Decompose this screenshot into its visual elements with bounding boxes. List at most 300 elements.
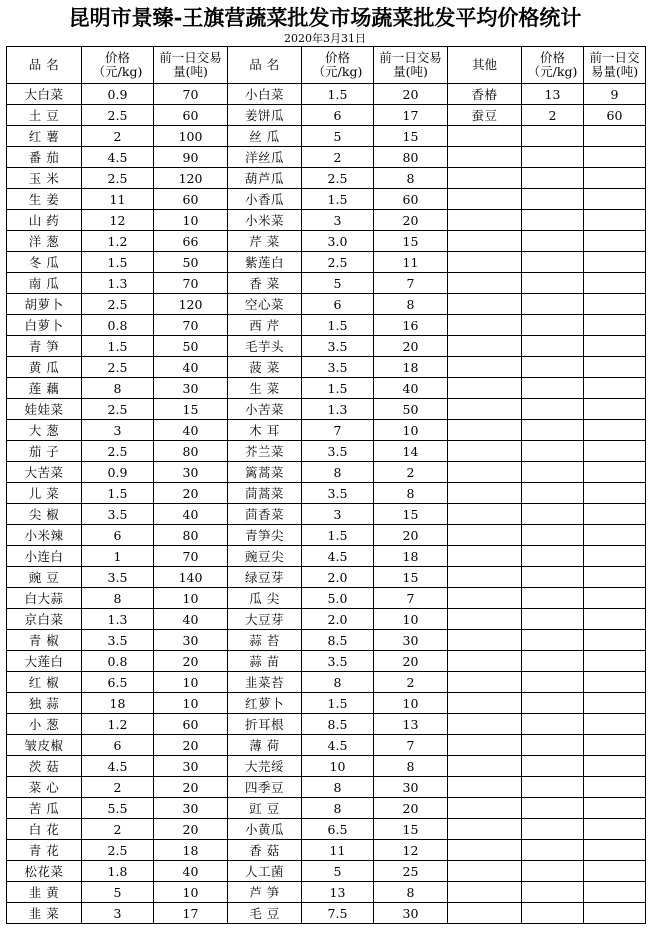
item-volume: 20 xyxy=(374,651,448,672)
item-price: 11 xyxy=(302,840,374,861)
item-name: 毛 豆 xyxy=(228,903,302,924)
item-volume: 120 xyxy=(154,294,228,315)
item-name: 白 花 xyxy=(7,819,82,840)
item-volume: 10 xyxy=(154,588,228,609)
item-volume: 30 xyxy=(154,378,228,399)
item-name xyxy=(448,546,522,567)
item-price: 1.5 xyxy=(302,378,374,399)
page-title: 昆明市景臻-王旗营蔬菜批发市场蔬菜批发平均价格统计 xyxy=(68,5,582,30)
item-volume: 30 xyxy=(374,630,448,651)
item-volume: 60 xyxy=(154,714,228,735)
item-volume: 8 xyxy=(374,882,448,903)
item-volume xyxy=(584,651,646,672)
item-volume: 40 xyxy=(154,861,228,882)
item-name xyxy=(448,651,522,672)
item-price: 1.5 xyxy=(302,693,374,714)
item-price: 6.5 xyxy=(82,672,154,693)
item-name xyxy=(448,126,522,147)
item-name: 茨 菇 xyxy=(7,756,82,777)
item-volume xyxy=(584,903,646,924)
item-name: 小白菜 xyxy=(228,84,302,105)
table-row xyxy=(7,651,646,672)
item-price: 2.5 xyxy=(82,294,154,315)
item-price: 5.0 xyxy=(302,588,374,609)
item-name: 芥兰菜 xyxy=(228,441,302,462)
item-price xyxy=(522,378,584,399)
table-row xyxy=(7,378,646,399)
table-row xyxy=(7,399,646,420)
item-volume: 40 xyxy=(374,378,448,399)
item-volume: 10 xyxy=(154,210,228,231)
item-name: 紫莲白 xyxy=(228,252,302,273)
table-row xyxy=(7,420,646,441)
item-volume: 30 xyxy=(374,777,448,798)
item-name: 人工菌 xyxy=(228,861,302,882)
item-price xyxy=(522,315,584,336)
col-header-price: 价格（元/kg) xyxy=(82,47,154,84)
item-volume: 10 xyxy=(374,609,448,630)
item-name: 青 笋 xyxy=(7,336,82,357)
table-row xyxy=(7,336,646,357)
table-row xyxy=(7,147,646,168)
item-volume: 20 xyxy=(374,798,448,819)
item-volume xyxy=(584,546,646,567)
item-name xyxy=(448,861,522,882)
item-price: 6 xyxy=(82,735,154,756)
item-volume xyxy=(584,672,646,693)
item-volume: 20 xyxy=(374,336,448,357)
item-price xyxy=(522,168,584,189)
item-volume: 2 xyxy=(374,672,448,693)
item-name xyxy=(448,672,522,693)
item-volume: 80 xyxy=(154,441,228,462)
item-volume xyxy=(584,315,646,336)
item-price: 2 xyxy=(82,819,154,840)
item-name xyxy=(448,525,522,546)
item-price: 0.8 xyxy=(82,651,154,672)
item-price: 3.5 xyxy=(82,504,154,525)
item-price xyxy=(522,420,584,441)
item-price: 5 xyxy=(302,126,374,147)
item-price: 2 xyxy=(82,777,154,798)
item-price: 3.5 xyxy=(302,357,374,378)
item-price xyxy=(522,819,584,840)
item-name: 韭菜苔 xyxy=(228,672,302,693)
item-volume xyxy=(584,630,646,651)
item-name: 香椿 xyxy=(448,84,522,105)
item-volume: 30 xyxy=(154,462,228,483)
item-volume: 50 xyxy=(374,399,448,420)
item-price: 6.5 xyxy=(302,819,374,840)
item-name xyxy=(448,609,522,630)
item-name: 篱蒿菜 xyxy=(228,462,302,483)
item-name xyxy=(448,441,522,462)
item-price xyxy=(522,777,584,798)
col-header-volume-3: 前一日交易量(吨) xyxy=(584,47,646,84)
item-name xyxy=(448,357,522,378)
table-row xyxy=(7,546,646,567)
item-price xyxy=(522,399,584,420)
item-price: 0.9 xyxy=(82,462,154,483)
item-price: 1.3 xyxy=(82,273,154,294)
item-price: 3.5 xyxy=(302,336,374,357)
item-name xyxy=(448,189,522,210)
item-volume: 8 xyxy=(374,756,448,777)
item-name: 大莲白 xyxy=(7,651,82,672)
item-price: 6 xyxy=(82,525,154,546)
item-price xyxy=(522,651,584,672)
item-price xyxy=(522,294,584,315)
item-name xyxy=(448,735,522,756)
item-volume: 120 xyxy=(154,168,228,189)
item-name xyxy=(448,147,522,168)
item-price xyxy=(522,357,584,378)
item-volume: 50 xyxy=(154,336,228,357)
col-header-volume: 前一日交易量(吨) xyxy=(154,47,228,84)
table-body xyxy=(7,84,646,924)
item-volume xyxy=(584,357,646,378)
item-price: 2.5 xyxy=(82,840,154,861)
table-row xyxy=(7,357,646,378)
item-name: 茄 子 xyxy=(7,441,82,462)
item-price: 1.8 xyxy=(82,861,154,882)
item-name: 娃娃菜 xyxy=(7,399,82,420)
table-row xyxy=(7,777,646,798)
item-name: 大白菜 xyxy=(7,84,82,105)
item-volume: 40 xyxy=(154,609,228,630)
table-row xyxy=(7,735,646,756)
item-name: 黄 瓜 xyxy=(7,357,82,378)
table-row xyxy=(7,273,646,294)
item-volume: 20 xyxy=(154,735,228,756)
table-row xyxy=(7,819,646,840)
item-name xyxy=(448,756,522,777)
item-name xyxy=(448,714,522,735)
item-price: 1.5 xyxy=(302,189,374,210)
item-volume xyxy=(584,882,646,903)
item-volume xyxy=(584,525,646,546)
item-price: 13 xyxy=(522,84,584,105)
item-price: 6 xyxy=(302,294,374,315)
item-name xyxy=(448,882,522,903)
item-price: 1.5 xyxy=(302,315,374,336)
item-name: 胡萝卜 xyxy=(7,294,82,315)
item-name: 芦 笋 xyxy=(228,882,302,903)
item-price: 3 xyxy=(82,420,154,441)
item-volume: 10 xyxy=(154,882,228,903)
item-volume: 10 xyxy=(374,420,448,441)
item-price: 8 xyxy=(302,777,374,798)
item-price xyxy=(522,714,584,735)
item-name: 皱皮椒 xyxy=(7,735,82,756)
item-name: 山 药 xyxy=(7,210,82,231)
item-price xyxy=(522,126,584,147)
item-volume: 10 xyxy=(154,672,228,693)
header-row xyxy=(7,47,646,84)
item-volume xyxy=(584,483,646,504)
item-volume: 30 xyxy=(154,798,228,819)
item-volume: 70 xyxy=(154,84,228,105)
item-name: 青 花 xyxy=(7,840,82,861)
item-price: 3.0 xyxy=(302,231,374,252)
table-row xyxy=(7,525,646,546)
item-name: 大 葱 xyxy=(7,420,82,441)
item-price: 4.5 xyxy=(302,546,374,567)
item-name: 小米辣 xyxy=(7,525,82,546)
item-volume: 40 xyxy=(154,420,228,441)
item-price: 18 xyxy=(82,693,154,714)
item-volume: 90 xyxy=(154,147,228,168)
item-volume xyxy=(584,420,646,441)
item-name: 小黄瓜 xyxy=(228,819,302,840)
item-volume xyxy=(584,693,646,714)
item-volume: 9 xyxy=(584,84,646,105)
item-price xyxy=(522,567,584,588)
item-name xyxy=(448,252,522,273)
table-row xyxy=(7,672,646,693)
table-row xyxy=(7,504,646,525)
item-volume: 25 xyxy=(374,861,448,882)
item-volume: 40 xyxy=(154,357,228,378)
item-volume xyxy=(584,294,646,315)
item-volume: 15 xyxy=(154,399,228,420)
item-price: 1.5 xyxy=(82,336,154,357)
item-price: 4.5 xyxy=(82,147,154,168)
item-volume xyxy=(584,252,646,273)
item-name: 姜饼瓜 xyxy=(228,105,302,126)
item-price: 1 xyxy=(82,546,154,567)
col-header-price-3: 价格（元/kg) xyxy=(522,47,584,84)
item-price: 5.5 xyxy=(82,798,154,819)
item-volume: 8 xyxy=(374,483,448,504)
table-row xyxy=(7,693,646,714)
item-price: 8 xyxy=(302,798,374,819)
item-price: 1.3 xyxy=(302,399,374,420)
item-volume: 15 xyxy=(374,567,448,588)
item-name: 香 菜 xyxy=(228,273,302,294)
item-volume xyxy=(584,210,646,231)
table-row xyxy=(7,588,646,609)
table-row xyxy=(7,882,646,903)
item-price: 1.5 xyxy=(82,252,154,273)
item-volume xyxy=(584,378,646,399)
item-volume xyxy=(584,504,646,525)
item-name: 菜 心 xyxy=(7,777,82,798)
table-row xyxy=(7,462,646,483)
item-price: 2.5 xyxy=(302,168,374,189)
item-name: 尖 椒 xyxy=(7,504,82,525)
item-volume: 18 xyxy=(374,546,448,567)
item-name: 西 芹 xyxy=(228,315,302,336)
item-price: 2.5 xyxy=(82,105,154,126)
col-header-volume-2: 前一日交易量(吨) xyxy=(374,47,448,84)
item-name: 木 耳 xyxy=(228,420,302,441)
item-price: 1.5 xyxy=(82,483,154,504)
item-name: 大苦菜 xyxy=(7,462,82,483)
item-name xyxy=(448,840,522,861)
item-price: 1.2 xyxy=(82,714,154,735)
table-row xyxy=(7,294,646,315)
item-volume: 10 xyxy=(154,693,228,714)
item-name: 豌 豆 xyxy=(7,567,82,588)
item-name xyxy=(448,399,522,420)
item-price xyxy=(522,798,584,819)
item-volume xyxy=(584,231,646,252)
item-name: 蒜 苗 xyxy=(228,651,302,672)
item-price: 3 xyxy=(302,210,374,231)
item-price: 7.5 xyxy=(302,903,374,924)
item-name: 番 茄 xyxy=(7,147,82,168)
item-price xyxy=(522,147,584,168)
item-volume: 20 xyxy=(154,819,228,840)
item-price: 5 xyxy=(82,882,154,903)
item-name: 白大蒜 xyxy=(7,588,82,609)
item-name xyxy=(448,693,522,714)
item-name: 茼蒿菜 xyxy=(228,483,302,504)
item-name xyxy=(448,630,522,651)
item-name: 大芫绥 xyxy=(228,756,302,777)
item-volume: 60 xyxy=(154,105,228,126)
item-volume: 7 xyxy=(374,735,448,756)
col-header-other: 其他 xyxy=(448,47,522,84)
item-name: 豌豆尖 xyxy=(228,546,302,567)
item-volume xyxy=(584,588,646,609)
item-name: 土 豆 xyxy=(7,105,82,126)
item-name: 蚕豆 xyxy=(448,105,522,126)
item-volume xyxy=(584,126,646,147)
item-volume xyxy=(584,861,646,882)
item-volume: 50 xyxy=(154,252,228,273)
item-price: 3 xyxy=(82,903,154,924)
item-name xyxy=(448,483,522,504)
item-name: 菠 菜 xyxy=(228,357,302,378)
col-header-name: 品 名 xyxy=(7,47,82,84)
item-price xyxy=(522,462,584,483)
item-price: 2.5 xyxy=(82,357,154,378)
item-volume: 20 xyxy=(374,525,448,546)
item-name: 红 薯 xyxy=(7,126,82,147)
item-volume: 15 xyxy=(374,126,448,147)
item-price: 4.5 xyxy=(82,756,154,777)
item-volume: 14 xyxy=(374,441,448,462)
item-volume: 15 xyxy=(374,819,448,840)
item-volume: 70 xyxy=(154,315,228,336)
item-name: 洋 葱 xyxy=(7,231,82,252)
item-name: 大豆芽 xyxy=(228,609,302,630)
item-volume: 60 xyxy=(154,189,228,210)
item-price: 0.9 xyxy=(82,84,154,105)
item-volume: 20 xyxy=(374,210,448,231)
item-price xyxy=(522,588,584,609)
item-volume xyxy=(584,735,646,756)
item-name: 空心菜 xyxy=(228,294,302,315)
item-volume: 30 xyxy=(154,630,228,651)
item-price: 13 xyxy=(302,882,374,903)
table-row xyxy=(7,126,646,147)
item-price xyxy=(522,504,584,525)
item-volume: 20 xyxy=(154,651,228,672)
table-row xyxy=(7,756,646,777)
item-price: 3.5 xyxy=(302,441,374,462)
item-name xyxy=(448,315,522,336)
table-row xyxy=(7,168,646,189)
item-volume: 18 xyxy=(154,840,228,861)
item-name xyxy=(448,420,522,441)
price-table xyxy=(6,46,646,924)
item-price: 1.3 xyxy=(82,609,154,630)
item-volume: 140 xyxy=(154,567,228,588)
item-price: 5 xyxy=(302,861,374,882)
item-volume: 80 xyxy=(374,147,448,168)
table-row xyxy=(7,861,646,882)
item-volume xyxy=(584,714,646,735)
item-volume: 40 xyxy=(154,504,228,525)
item-name: 洋丝瓜 xyxy=(228,147,302,168)
item-price xyxy=(522,609,584,630)
item-price: 2 xyxy=(82,126,154,147)
table-row xyxy=(7,609,646,630)
item-volume: 20 xyxy=(374,84,448,105)
item-name xyxy=(448,168,522,189)
item-volume xyxy=(584,840,646,861)
item-price: 8 xyxy=(302,462,374,483)
item-volume xyxy=(584,819,646,840)
item-volume xyxy=(584,147,646,168)
item-price: 3.5 xyxy=(302,651,374,672)
item-price xyxy=(522,630,584,651)
item-volume: 13 xyxy=(374,714,448,735)
item-name: 南 瓜 xyxy=(7,273,82,294)
item-price xyxy=(522,252,584,273)
item-price: 11 xyxy=(82,189,154,210)
item-name xyxy=(448,462,522,483)
item-name xyxy=(448,798,522,819)
item-price: 8.5 xyxy=(302,714,374,735)
item-name: 香 菇 xyxy=(228,840,302,861)
item-volume: 16 xyxy=(374,315,448,336)
item-price: 2.0 xyxy=(302,567,374,588)
item-name: 瓜 尖 xyxy=(228,588,302,609)
item-volume: 70 xyxy=(154,273,228,294)
table-row xyxy=(7,798,646,819)
item-name: 韭 菜 xyxy=(7,903,82,924)
item-volume xyxy=(584,798,646,819)
item-volume: 66 xyxy=(154,231,228,252)
item-name xyxy=(448,777,522,798)
item-price: 2 xyxy=(302,147,374,168)
item-price xyxy=(522,525,584,546)
item-volume: 2 xyxy=(374,462,448,483)
item-name: 豇 豆 xyxy=(228,798,302,819)
item-volume: 70 xyxy=(154,546,228,567)
item-name: 绿豆芽 xyxy=(228,567,302,588)
item-name: 芹 菜 xyxy=(228,231,302,252)
item-volume: 17 xyxy=(154,903,228,924)
item-name: 韭 黄 xyxy=(7,882,82,903)
item-name: 小苦菜 xyxy=(228,399,302,420)
item-price: 6 xyxy=(302,105,374,126)
item-price: 8 xyxy=(82,378,154,399)
report-date: 2020年3月31日 xyxy=(284,32,366,45)
item-price xyxy=(522,441,584,462)
table-row xyxy=(7,903,646,924)
item-name xyxy=(448,273,522,294)
item-volume: 20 xyxy=(154,483,228,504)
table-row xyxy=(7,483,646,504)
item-name: 青笋尖 xyxy=(228,525,302,546)
item-price: 2.5 xyxy=(82,441,154,462)
item-name xyxy=(448,588,522,609)
